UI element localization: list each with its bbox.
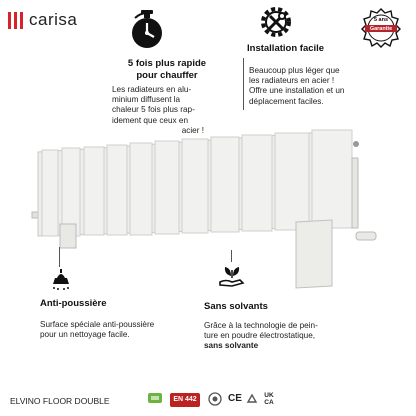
speed-title: 5 fois plus rapide pour chauffer xyxy=(127,58,207,81)
warranty-seal xyxy=(361,8,401,48)
install-title: Installation facile xyxy=(247,43,325,54)
bell-dust-icon xyxy=(48,267,74,291)
brand-name: carisa xyxy=(29,10,78,29)
dust-divider xyxy=(59,247,60,267)
dust-description: Surface spéciale anti-poussière pour un nettoyage facile. xyxy=(40,320,155,340)
install-description: Beaucoup plus léger que les radiateurs en acier ! Offre une installation et un déplacement faciles. xyxy=(249,66,345,106)
solvent-title: Sans solvants xyxy=(204,301,268,312)
product-name: ELVINO FLOOR DOUBLE xyxy=(10,396,110,406)
warranty-years: 5 ans xyxy=(373,17,389,23)
wrench-gear-icon xyxy=(258,4,294,40)
stopwatch-icon xyxy=(127,8,167,52)
recycle-icon xyxy=(246,393,258,405)
iso-icon xyxy=(208,392,222,406)
en442-badge: EN 442 xyxy=(170,393,200,407)
install-divider xyxy=(243,58,244,110)
ukca-mark: UK CA xyxy=(264,392,274,406)
solvent-description: Grâce à la technologie de pein- ture en poudre électrostatique, sans solvante xyxy=(204,321,318,351)
leaf-hand-icon xyxy=(218,262,246,288)
solvent-divider xyxy=(231,250,232,262)
ce-mark: CE xyxy=(228,393,242,404)
brand-mark-icon xyxy=(8,12,23,29)
radiator-image xyxy=(30,108,400,293)
brand-logo xyxy=(8,10,77,30)
speed-description: Les radiateurs en alu- minium diffusent la chaleur 5 fois plus rap- idement que ceux en acier ! xyxy=(112,85,204,135)
warranty-label: Garantie xyxy=(369,25,393,32)
dust-title: Anti-poussière xyxy=(40,298,107,309)
eco-badge-icon xyxy=(148,392,162,404)
